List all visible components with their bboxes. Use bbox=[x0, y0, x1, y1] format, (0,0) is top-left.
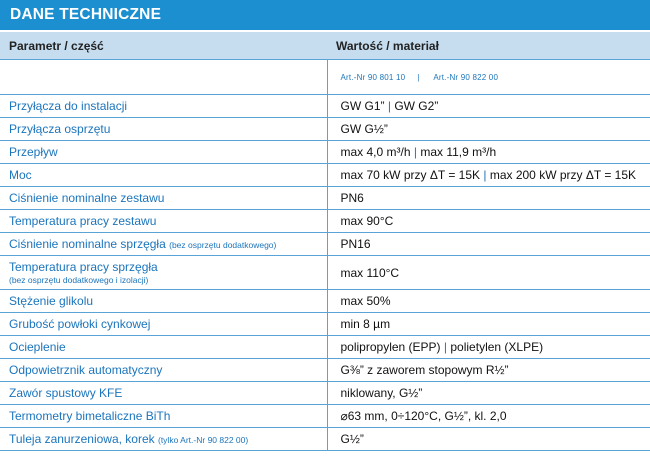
row-value-b: max 200 kW przy ΔT = 15K bbox=[489, 168, 637, 182]
row-value-b: polietylen (XLPE) bbox=[450, 340, 544, 354]
table-row bbox=[0, 141, 650, 164]
row-value bbox=[327, 336, 650, 359]
table-row bbox=[0, 118, 650, 141]
table-row bbox=[0, 210, 650, 233]
row-label-cell bbox=[0, 428, 327, 451]
row-label: Termometry bimetaliczne BiTh bbox=[0, 405, 327, 428]
row-label: Moc bbox=[0, 164, 327, 187]
row-value: PN16 bbox=[327, 233, 650, 256]
article-number-row bbox=[0, 60, 650, 95]
row-label: Tuleja zanurzeniowa, korek bbox=[9, 432, 155, 446]
row-label: Zawór spustowy KFE bbox=[0, 382, 327, 405]
table-row bbox=[0, 336, 650, 359]
table-row bbox=[0, 290, 650, 313]
row-value: niklowany, G½” bbox=[327, 382, 650, 405]
table-row bbox=[0, 313, 650, 336]
table-row bbox=[0, 382, 650, 405]
table-row bbox=[0, 95, 650, 118]
article-number-cell bbox=[327, 60, 650, 95]
row-label: Odpowietrznik automatyczny bbox=[0, 359, 327, 382]
value-separator: | bbox=[387, 99, 391, 113]
table-row bbox=[0, 428, 650, 451]
article-separator: | bbox=[417, 72, 420, 82]
row-value: max 110°C bbox=[327, 256, 650, 290]
column-header-parameter: Parametr / część bbox=[0, 32, 327, 60]
row-note: (bez osprzętu dodatkowego i izolacji) bbox=[9, 275, 149, 285]
article-number-1: Art.-Nr 90 801 10 bbox=[340, 72, 406, 82]
row-value: PN6 bbox=[327, 187, 650, 210]
row-value-a: GW G1” bbox=[340, 99, 385, 113]
table-row bbox=[0, 405, 650, 428]
row-value: min 8 µm bbox=[327, 313, 650, 336]
row-value: max 50% bbox=[327, 290, 650, 313]
row-value: G⅜” z zaworem stopowym R½” bbox=[327, 359, 650, 382]
row-label: Temperatura pracy zestawu bbox=[0, 210, 327, 233]
row-value bbox=[327, 141, 650, 164]
row-label: Ciśnienie nominalne zestawu bbox=[0, 187, 327, 210]
row-note: (bez osprzętu dodatkowego) bbox=[169, 240, 277, 250]
article-number-2: Art.-Nr 90 822 00 bbox=[433, 72, 499, 82]
row-value-b: GW G2” bbox=[394, 99, 439, 113]
value-separator: | bbox=[483, 168, 487, 182]
row-value: G½” bbox=[327, 428, 650, 451]
row-label: Przyłącza do instalacji bbox=[0, 95, 327, 118]
row-label: Grubość powłoki cynkowej bbox=[0, 313, 327, 336]
row-note: (tylko Art.-Nr 90 822 00) bbox=[157, 435, 249, 445]
row-label: Przyłącza osprzętu bbox=[0, 118, 327, 141]
row-label-cell bbox=[0, 233, 327, 256]
row-value: ⌀63 mm, 0÷120°C, G½”, kl. 2,0 bbox=[327, 405, 650, 428]
row-value-a: max 70 kW przy ΔT = 15K bbox=[340, 168, 481, 182]
row-value-b: max 11,9 m³/h bbox=[420, 145, 497, 159]
row-label: Temperatura pracy sprzęgła bbox=[9, 260, 158, 274]
table-row bbox=[0, 187, 650, 210]
row-value-a: max 4,0 m³/h bbox=[340, 145, 411, 159]
table-row bbox=[0, 256, 650, 290]
section-title: DANE TECHNICZNE bbox=[0, 0, 650, 30]
value-separator: | bbox=[443, 340, 448, 354]
table-header-row bbox=[0, 32, 650, 60]
row-value-a: polipropylen (EPP) bbox=[340, 340, 441, 354]
row-value: max 90°C bbox=[327, 210, 650, 233]
row-label: Stężenie glikolu bbox=[0, 290, 327, 313]
table-row bbox=[0, 233, 650, 256]
row-label: Ciśnienie nominalne sprzęgła bbox=[9, 237, 166, 251]
table-row bbox=[0, 164, 650, 187]
article-number-label-cell bbox=[0, 60, 327, 95]
technical-data-table bbox=[0, 32, 650, 451]
value-separator: | bbox=[413, 145, 417, 159]
row-value bbox=[327, 95, 650, 118]
column-header-value: Wartość / materiał bbox=[327, 32, 650, 60]
row-label-cell bbox=[0, 256, 327, 290]
table-row bbox=[0, 359, 650, 382]
row-label: Przepływ bbox=[0, 141, 327, 164]
row-label: Ocieplenie bbox=[0, 336, 327, 359]
row-value: GW G½” bbox=[327, 118, 650, 141]
row-value bbox=[327, 164, 650, 187]
